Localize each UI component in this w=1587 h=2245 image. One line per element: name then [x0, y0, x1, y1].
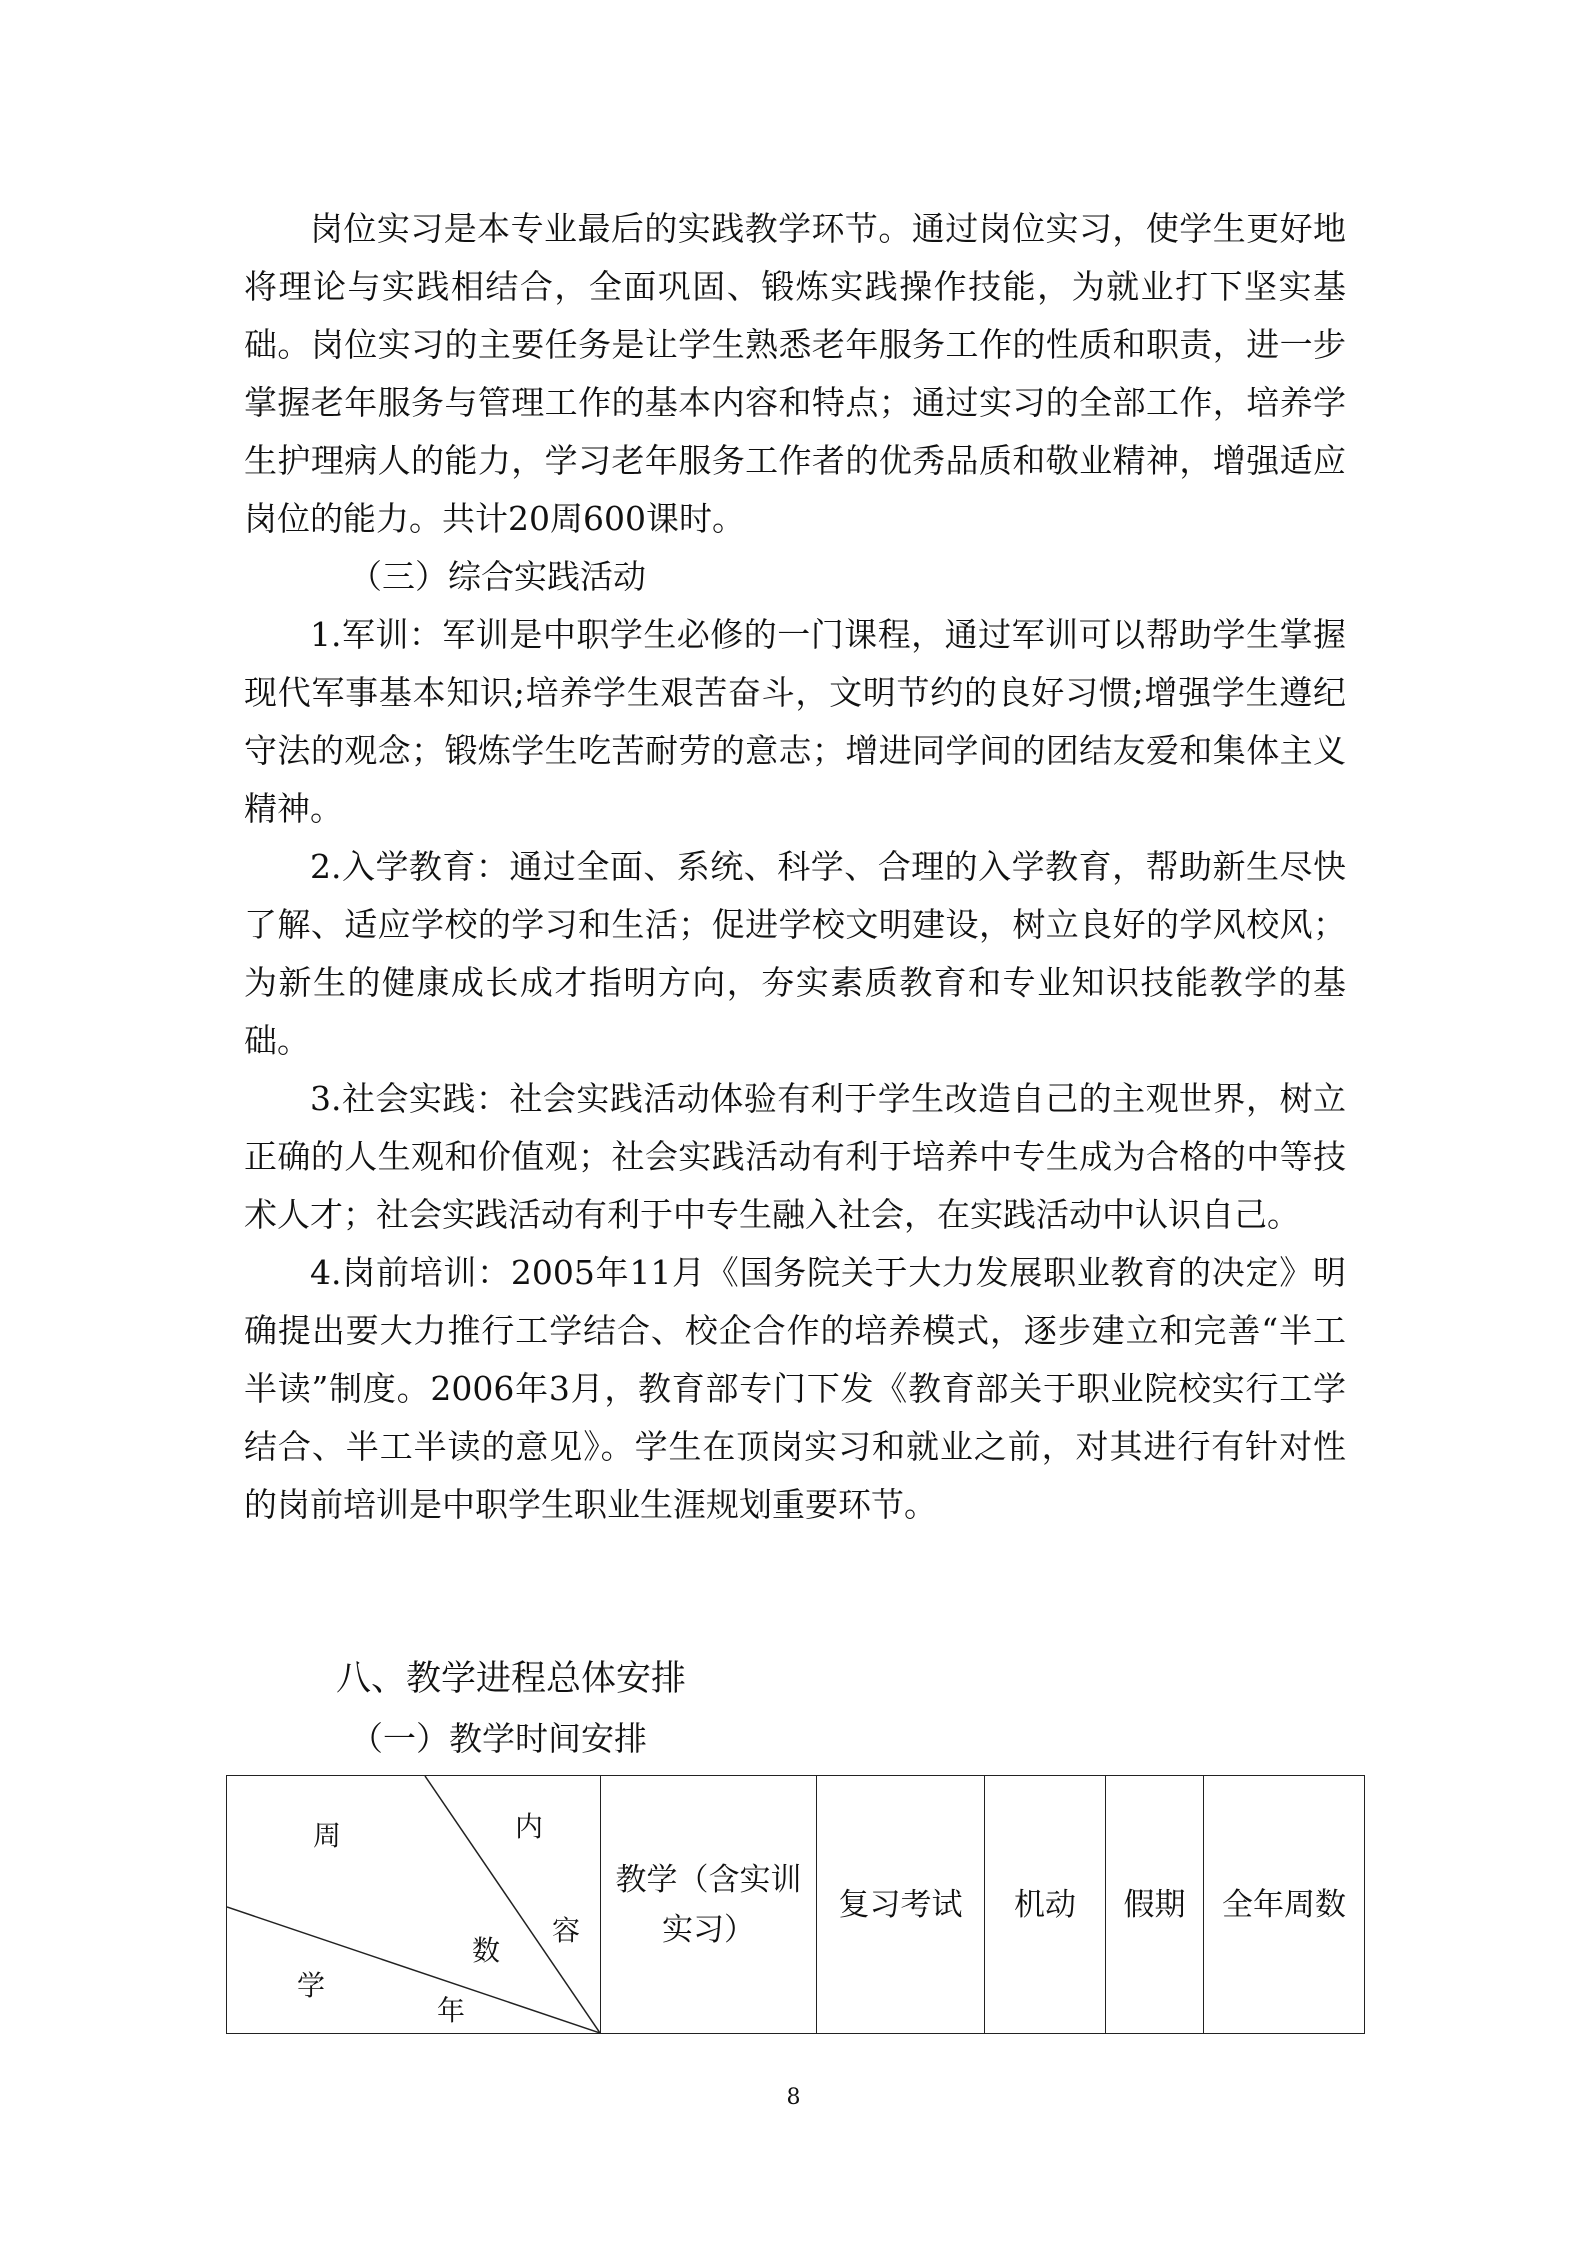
- paragraph-military-training: 1.军训：军训是中职学生必修的一门课程，通过军训可以帮助学生掌握现代军事基本知识;培养学生艰苦奋斗，文明节约的良好习惯;增强学生遵纪守法的观念；锻炼学生吃苦耐劳的意志；增进同学间的团结友爱和集体主义精神。: [244, 615, 1346, 828]
- paragraph-internship: 岗位实习是本专业最后的实践教学环节。通过岗位实习，使学生更好地将理论与实践相结合，全面巩固、锻炼实践操作技能，为就业打下坚实基础。岗位实习的主要任务是让学生熟悉老年服务工作的性质和职责，进一步掌握老年服务与管理工作的基本内容和特点；通过实习的全部工作，培养学生护理病人的能力，学习老年服务工作者的优秀品质和敬业精神，增强适应岗位的能力。共计20周600课时。: [244, 209, 1346, 538]
- header-holiday: 假期: [1106, 1776, 1204, 2034]
- diag-label-xue: 学: [297, 1969, 326, 2002]
- body-text: [244, 200, 1346, 1534]
- section-heading-practice: （三）综合实践活动: [349, 557, 646, 596]
- teaching-time-table: [226, 1775, 1365, 2034]
- table-header-row: [227, 1776, 1365, 2034]
- diag-label-nei: 内: [515, 1810, 544, 1843]
- header-flexible: 机动: [985, 1776, 1106, 2034]
- header-total-weeks: 全年周数: [1204, 1776, 1365, 2034]
- paragraph-orientation: 2.入学教育：通过全面、系统、科学、合理的入学教育，帮助新生尽快了解、适应学校的学习和生活；促进学校文明建设，树立良好的学风校风；为新生的健康成长成才指明方向，夯实素质教育和专业知识技能教学的基础。: [244, 847, 1346, 1060]
- diag-label-zhou: 周: [313, 1819, 342, 1852]
- header-review-exam: 复习考试: [817, 1776, 985, 2034]
- paragraph-pre-job-training: 4.岗前培训：2005年11月《国务院关于大力发展职业教育的决定》明确提出要大力推行工学结合、校企合作的培养模式，逐步建立和完善“半工半读”制度。2006年3月，教育部专门下发《教育部关于职业院校实行工学结合、半工半读的意见》。学生在顶岗实习和就业之前，对其进行有针对性的岗前培训是中职学生职业生涯规划重要环节。: [244, 1253, 1346, 1524]
- header-teaching: [601, 1776, 817, 2034]
- paragraph-social-practice: 3.社会实践：社会实践活动体验有利于学生改造自己的主观世界，树立正确的人生观和价值观；社会实践活动有利于培养中专生成为合格的中等技术人才；社会实践活动有利于中专生融入社会，在实践活动中认识自己。: [244, 1079, 1346, 1234]
- heading-teaching-schedule: 八、教学进程总体安排: [336, 1659, 687, 1699]
- diag-label-nian: 年: [437, 1994, 466, 2027]
- diag-label-rong: 容: [552, 1914, 581, 1947]
- diag-label-shu: 数: [472, 1934, 501, 1967]
- diagonal-lines: [227, 1776, 600, 2033]
- diagonal-header-cell: [227, 1776, 601, 2034]
- header-teaching-line1: 教学（含实训: [615, 1861, 802, 1898]
- header-teaching-line2: 实习）: [662, 1911, 755, 1948]
- page-number: 8: [786, 2085, 801, 2110]
- heading-teaching-time: （一）教学时间安排: [350, 1719, 647, 1758]
